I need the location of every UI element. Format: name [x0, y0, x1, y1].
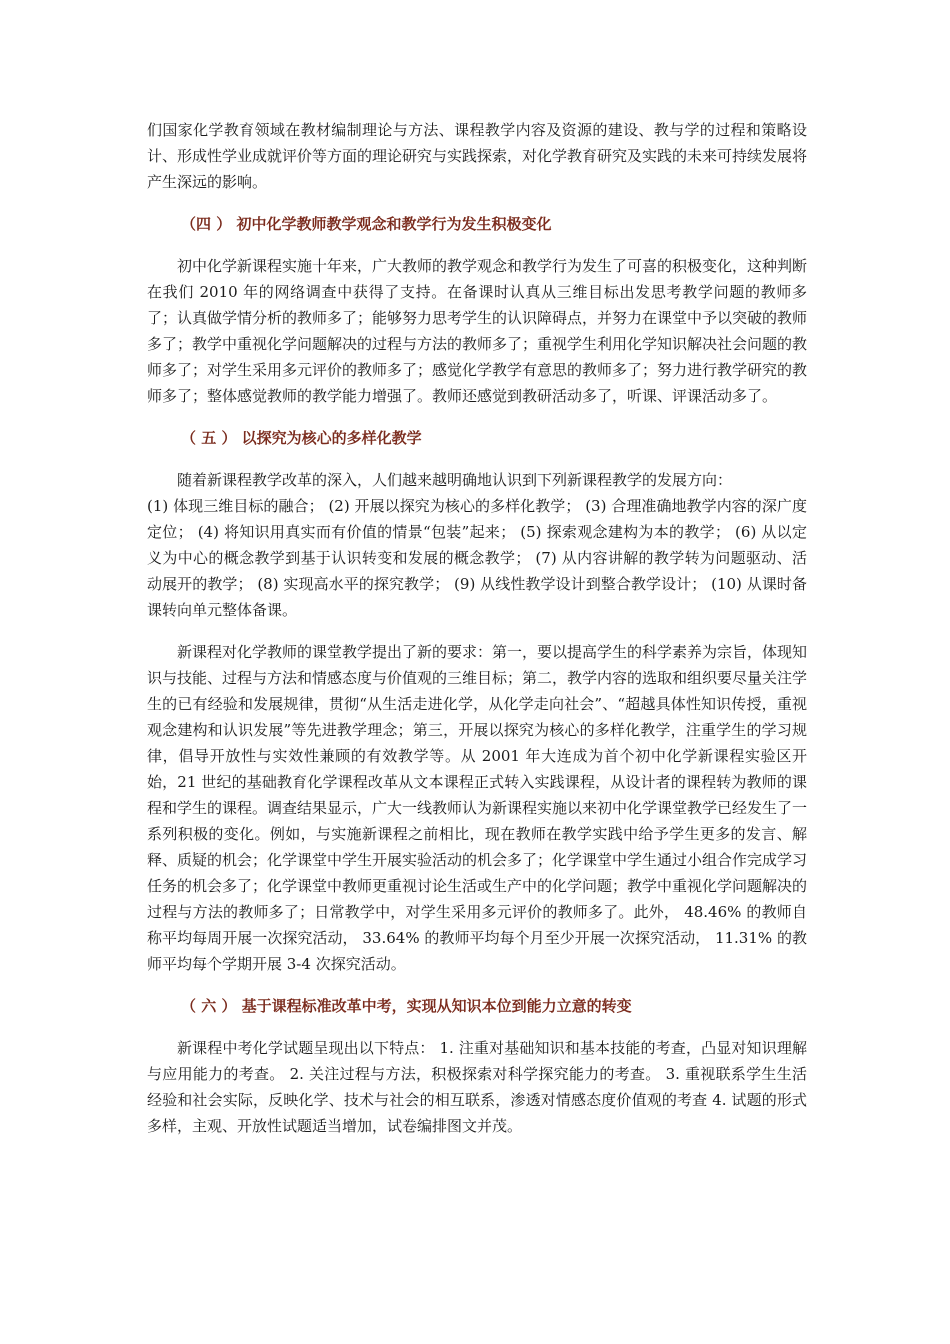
paragraph-continuation: 们国家化学教育领域在教材编制理论与方法、课程教学内容及资源的建设、教与学的过程和策略设计、形成性学业成就评价等方面的理论研究与实践探索，对化学教育研究及实践的未来可持续发展将产生深远的影响。 [147, 121, 808, 191]
section-heading-5: （ 五 ） 以探究为核心的多样化教学 [181, 429, 422, 447]
spacer [147, 195, 807, 211]
spacer [147, 451, 807, 467]
spacer [147, 623, 807, 639]
spacer [147, 237, 807, 253]
spacer [147, 409, 807, 425]
paragraph-teacher-changes: 初中化学新课程实施十年来，广大教师的教学观念和教学行为发生了可喜的积极变化，这种判断在我们 2010 年的网络调查中获得了支持。在备课时认真从三维目标出发思考教学问题的教师多了；认真做学情分析的教师多了；能够努力思考学生的认识障碍点，并努力在课堂中予以突破的教师多了；教学中重视化学问题解决的过程与方法的教师多了；重视学生利用化学知识解决社会问题的教师多了；对学生采用多元评价的教师多了；感觉化学教学有意思的教师多了；努力进行教学研究的教师多了；整体感觉教师的教学能力增强了。教师还感觉到教研活动多了，听课、评课活动多了。 [147, 257, 808, 405]
section-heading-6: （ 六 ） 基于课程标准改革中考，实现从知识本位到能力立意的转变 [181, 997, 632, 1015]
paragraph-exam-features: 新课程中考化学试题呈现出以下特点： 1. 注重对基础知识和基本技能的考查，凸显对知识理解与应用能力的考查。 2. 关注过程与方法，积极探索对科学探究能力的考查。 3. 重视联系学生生活经验和社会实际，反映化学、技术与社会的相互联系，渗透对情感态度价值观的考查 4. 试题的形式多样，主观、开放性试题适当增加，试卷编排图文并茂。 [147, 1039, 807, 1135]
spacer [147, 977, 807, 993]
paragraph-directions-intro: 随着新课程教学改革的深入，人们越来越明确地认识到下列新课程教学的发展方向： [177, 471, 733, 489]
section-heading-4: （四 ） 初中化学教师教学观念和教学行为发生积极变化 [181, 215, 552, 233]
paragraph-new-requirements: 新课程对化学教师的课堂教学提出了新的要求：第一，要以提高学生的科学素养为宗旨，体现知识与技能、过程与方法和情感态度与价值观的三维目标；第二，教学内容的选取和组织要尽量关注学生的已有经验和发展规律，贯彻“从生活走进化学，从化学走向社会”、“超越具体性知识传授，重视观念建构和认识发展”等先进教学理念；第三，开展以探究为核心的多样化教学，注重学生的学习规律，倡导开放性与实效性兼顾的有效教学等。从 2001 年大连成为首个初中化学新课程实验区开始，21 世纪的基础教育化学课程改革从文本课程正式转入实践课程，从设计者的课程转为教师的课程和学生的课程。调查结果显示，广大一线教师认为新课程实施以来初中化学课堂教学已经发生了一系列积极的变化。例如，与实施新课程之前相比，现在教师在教学实践中给予学生更多的发言、解释、质疑的机会；化学课堂中学生开展实验活动的机会多了；化学课堂中学生通过小组合作完成学习任务的机会多了；化学课堂中教师更重视讨论生活或生产中的化学问题；教学中重视化学问题解决的过程与方法的教师多了；日常教学中，对学生采用多元评价的教师多了。此外， 48.46% 的教师自称平均每周开展一次探究活动， 33.64% 的教师平均每个月至少开展一次探究活动， 11.31% 的教师平均每个学期开展 3-4 次探究活动。 [147, 643, 808, 973]
paragraph-directions-list: (1) 体现三维目标的融合； (2) 开展以探究为核心的多样化教学； (3) 合理准确地教学内容的深广度定位； (4) 将知识用真实而有价值的情景“包装”起来； (5) 探索观念建构为本的教学； (6) 从以定义为中心的概念教学到基于认识转变和发展的概念教学； (7) 从内容讲解的教学转为问题驱动、活动展开的教学； (8) 实现高水平的探究教学； (9) 从线性教学设计到整合教学设计； (10) 从课时备课转向单元整体备课。 [147, 497, 807, 619]
document-body [147, 117, 807, 1139]
spacer [147, 1019, 807, 1035]
